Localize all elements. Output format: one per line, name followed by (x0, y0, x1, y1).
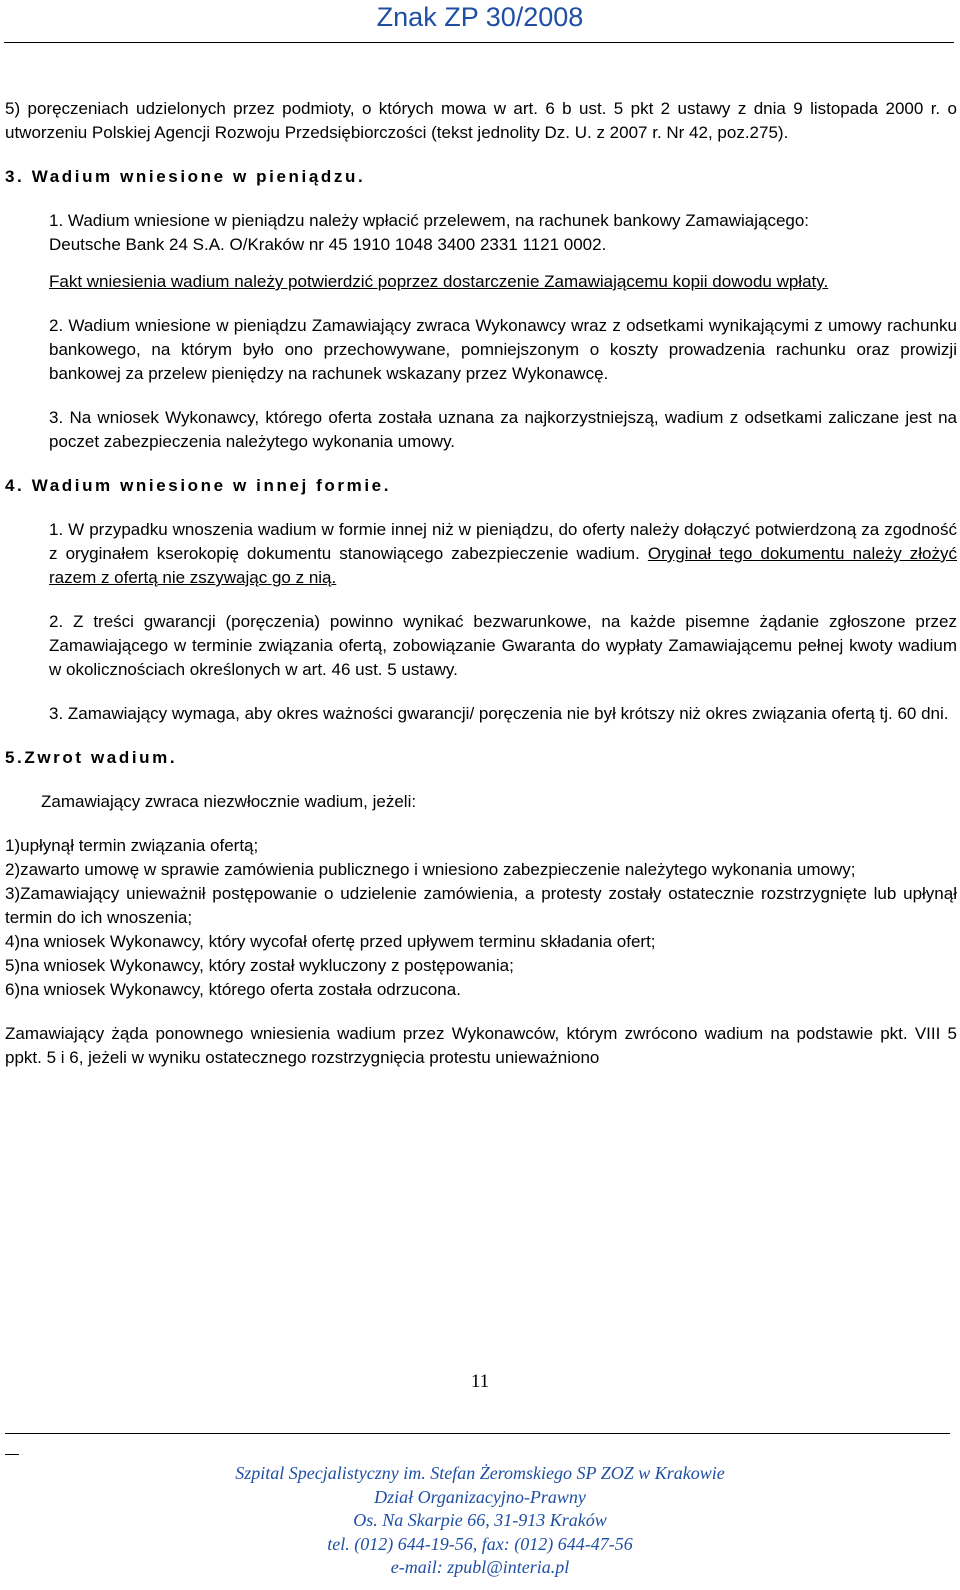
footer-address-block (0, 1462, 960, 1580)
header-divider (4, 42, 954, 43)
section-4-paragraph-1 (5, 518, 957, 590)
return-condition-2: 2)zawarto umowę w sprawie zamówienia publicznego i wniesiono zabezpieczenie należytego wykonania umowy; (5, 860, 856, 879)
section-5-heading: 5.Zwrot wadium. (5, 748, 178, 767)
footer-department: Dział Organizacyjno-Prawny (374, 1486, 586, 1507)
document-header-title: Znak ZP 30/2008 (376, 2, 584, 32)
paragraph-intro-5: 5) poręczeniach udzielonych przez podmioty, o których mowa w art. 6 b ust. 5 pkt 2 ustawy z dnia 9 listopada 2000 r. o utworzeniu Polskiej Agencji Rozwoju Przedsiębiorczości (tekst jednolity Dz. U. z 2007 r. Nr 42, poz.275). (5, 99, 957, 142)
footer-address: Os. Na Skarpie 66, 31-913 Kraków (353, 1510, 607, 1530)
section-4-paragraph-1-text: 1. W przypadku wnoszenia wadium w formie innej niż w pieniądzu, do oferty należy dołączyć potwierdzoną za zgodność z oryginałem kserokopię dokumentu stanowiącego zabezpieczenie wadium. (49, 520, 957, 563)
section-4-heading: 4. Wadium wniesione w innej formie. (5, 476, 392, 495)
section-3-paragraph-1: 1. Wadium wniesione w pieniądzu należy wpłacić przelewem, na rachunek bankowy Zamawiającego: (49, 211, 810, 230)
section-4-original-document-note: Oryginał tego dokumentu należy złożyć razem z ofertą nie zszywając go z nią. (49, 544, 957, 587)
page-number: 11 (470, 1371, 490, 1392)
footer-divider (5, 1433, 950, 1434)
section-5-intro: Zamawiający zwraca niezwłocznie wadium, jeżeli: (41, 792, 417, 811)
section-3-payment-proof-note: Fakt wniesienia wadium należy potwierdzić poprzez dostarczenie Zamawiającemu kopii dowodu wpłaty. (49, 272, 829, 291)
footer-phone-fax: tel. (012) 644-19-56, fax: (012) 644-47-56 (327, 1533, 633, 1554)
footnote-separator (5, 1454, 19, 1455)
section-4-paragraph-2: 2. Z treści gwarancji (poręczenia) powinno wynikać bezwarunkowe, na każde pisemne żądanie zgłoszone przez Zamawiającego w terminie związania ofertą, zobowiązanie Gwaranta do wypłaty Zamawiającemu pełnej kwoty wadium w okolicznościach określonych w art. 46 ust. 5 ustawy. (49, 612, 957, 679)
return-condition-1: 1)upłynął termin związania ofertą; (5, 836, 259, 855)
section-3-heading: 3. Wadium wniesione w pieniądzu. (5, 167, 366, 186)
section-5-closing: Zamawiający żąda ponownego wniesienia wadium przez Wykonawców, którym zwrócono wadium na podstawie pkt. VIII 5 ppkt. 5 i 6, jeżeli w wyniku ostatecznego rozstrzygnięcia protestu unieważniono (5, 1024, 957, 1067)
footer-email: e-mail: zpubl@interia.pl (390, 1557, 570, 1577)
document-body (5, 97, 957, 1070)
section-3-paragraph-2: 2. Wadium wniesione w pieniądzu Zamawiający zwraca Wykonawcy wraz z odsetkami wynikającymi z umowy rachunku bankowego, na którym było ono przechowywane, pomniejszonym o koszty prowadzenia rachunku oraz prowizji bankowej za przelew pieniędzy na rachunek wskazany przez Wykonawcę. (49, 316, 957, 383)
return-condition-3: 3)Zamawiający unieważnił postępowanie o udzielenie zamówienia, a protesty zostały ostatecznie rozstrzygnięte lub upłynął termin do ich wnoszenia; (5, 884, 957, 927)
return-condition-6: 6)na wniosek Wykonawcy, którego oferta została odrzucona. (5, 980, 461, 999)
section-4-paragraph-3: 3. Zamawiający wymaga, aby okres ważności gwarancji/ poręczenia nie był krótszy niż okres związania ofertą tj. 60 dni. (49, 704, 949, 723)
section-3-bank-account: Deutsche Bank 24 S.A. O/Kraków nr 45 1910 1048 3400 2331 1121 0002. (49, 235, 607, 254)
return-condition-4: 4)na wniosek Wykonawcy, który wycofał ofertę przed upływem terminu składania ofert; (5, 932, 656, 951)
footer-hospital-name: Szpital Specjalistyczny im. Stefan Żeromskiego SP ZOZ w Krakowie (235, 1463, 725, 1483)
return-condition-5: 5)na wniosek Wykonawcy, który został wykluczony z postępowania; (5, 956, 514, 975)
section-3-paragraph-3: 3. Na wniosek Wykonawcy, którego oferta została uznana za najkorzystniejszą, wadium z odsetkami zaliczane jest na poczet zabezpieczenia należytego wykonania umowy. (49, 408, 957, 451)
